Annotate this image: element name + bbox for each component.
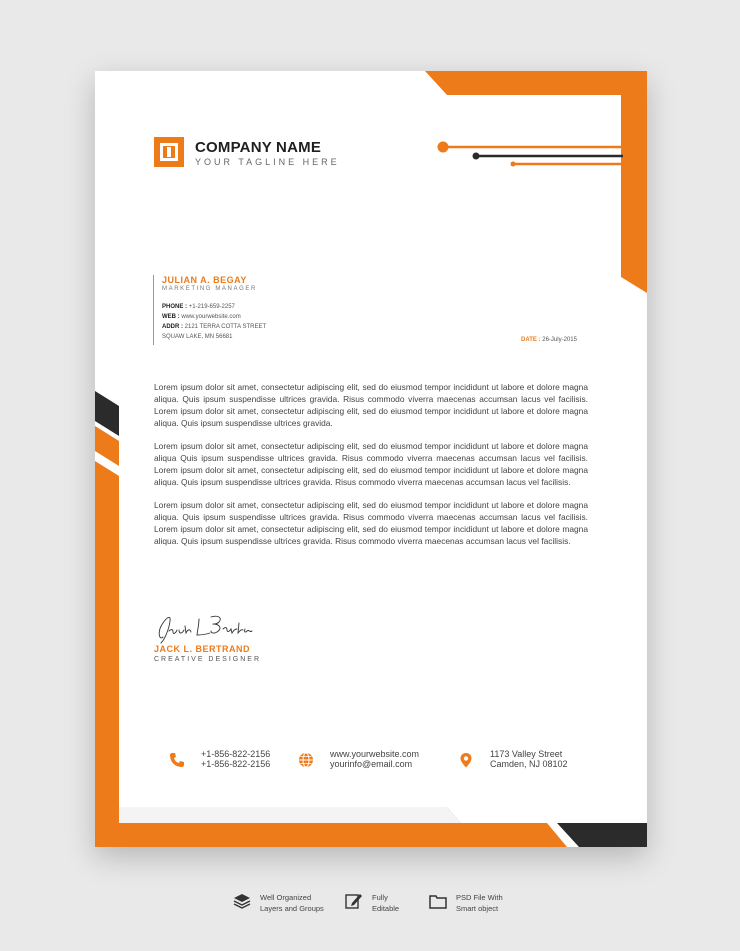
addr-label: ADDR : [162,324,183,330]
bottom-orange-band [95,801,647,847]
sender-name: JULIAN A. BEGAY [162,275,247,285]
footer-phone [169,749,279,773]
company-name: COMPANY NAME [195,139,322,156]
feature-psd-line1: PSD File With [456,893,503,902]
feature-layers-line2: Layers and Groups [260,904,324,913]
sender-title: MARKETING MANAGER [162,286,257,292]
top-right-orange-bracket [425,71,647,293]
company-logo-icon [154,137,184,167]
left-side-stripes [95,381,135,847]
footer-address-text [490,749,568,769]
sender-contact [162,302,266,342]
phone-icon [169,752,185,768]
feature-layers-line1: Well Organized [260,893,312,902]
web-label: WEB : [162,314,180,320]
sender-block [153,275,266,345]
feature-psd-line2: Smart object [456,904,499,913]
feature-editable-text [372,892,399,914]
feature-editable-line1: Fully [372,893,388,902]
sender-web: www.yourwebsite.com [181,314,241,320]
date-value: 26-July-2015 [542,337,577,343]
sender-addr-line1: 2121 TERRA COTTA STREET [184,324,267,330]
sender-phone: +1-219-659-2257 [188,304,235,310]
letterhead-sheet [95,71,647,847]
globe-icon [298,752,314,768]
footer-email: yourinfo@email.com [330,759,413,769]
decorative-lines [433,139,623,169]
body-paragraph: Lorem ipsum dolor sit amet, consectetur adipiscing elit, sed do eiusmod tempor incididunt ut labore et dolore magna aliqua. Quis ipsum suspendisse ultrices gravida. Risus commodo viverra maecenas accumsan lacus vel facilisis. Lorem ipsum dolor sit amet, consectetur adipiscing elit, sed do eiusmod tempor incididunt ut labore et dolore magna aliqua. Quis ipsum suspendisse ultrices gravida. Risus commodo viverra maecenas accumsan lacus vel facilisis. [154,500,588,546]
feature-psd-text [456,892,503,914]
folder-icon [429,893,447,909]
body-paragraph: Lorem ipsum dolor sit amet, consectetur adipiscing elit, sed do eiusmod tempor incididunt ut labore et dolore magna aliqua Quis ipsum suspendisse ultrices gravida. Risus commodo viverra maecenas accumsan lacus vel facilisis. Lorem ipsum dolor sit amet, consectetur adipiscing elit, sed do eiusmod tempor incididunt ut labore et dolore magna aliqua. Quis ipsum suspendisse ultrices gravida. Risus commodo viverra maecenas accumsan lacus vel facilisis. [154,441,588,487]
footer-phone-text [201,749,270,769]
footer-phone-2: +1-856-822-2156 [201,759,271,769]
body-paragraph: Lorem ipsum dolor sit amet, consectetur adipiscing elit, sed do eiusmod tempor incididunt ut labore et dolore magna aliqua. Quis ipsum suspendisse ultrices gravida. Risus commodo viverra maecenas accumsan lacus vel facilisis. Lorem ipsum dolor sit amet, consectetur adipiscing elit, sed do eiusmod tempor incididunt ut labore et dolore magna aliqua. Quis ipsum suspendisse ultrices gravida. [154,382,588,428]
signer-title: CREATIVE DESIGNER [154,656,261,663]
signer-name: JACK L. BERTRAND [154,644,251,654]
footer-web-text [330,749,419,769]
feature-editable-line2: Editable [372,904,400,913]
handwritten-signature [155,609,255,645]
layers-icon [233,893,251,909]
feature-layers-text [260,892,324,914]
footer-address-1: 1173 Valley Street [490,749,563,759]
date-label: DATE : [521,337,541,343]
footer-phone-1: +1-856-822-2156 [201,749,271,759]
footer-website: www.yourwebsite.com [330,749,420,759]
letter-date [521,337,577,343]
footer-address-2: Camden, NJ 08102 [490,759,568,769]
company-tagline: YOUR TAGLINE HERE [195,157,340,167]
letter-body [154,381,588,558]
phone-label: PHONE : [162,304,188,310]
feature-list [0,891,740,921]
footer-web [298,749,438,773]
location-pin-icon [458,752,474,768]
edit-icon [345,893,363,909]
footer-address [458,749,588,773]
sender-addr-line2: SQUAW LAKE, MN 56681 [162,334,233,340]
